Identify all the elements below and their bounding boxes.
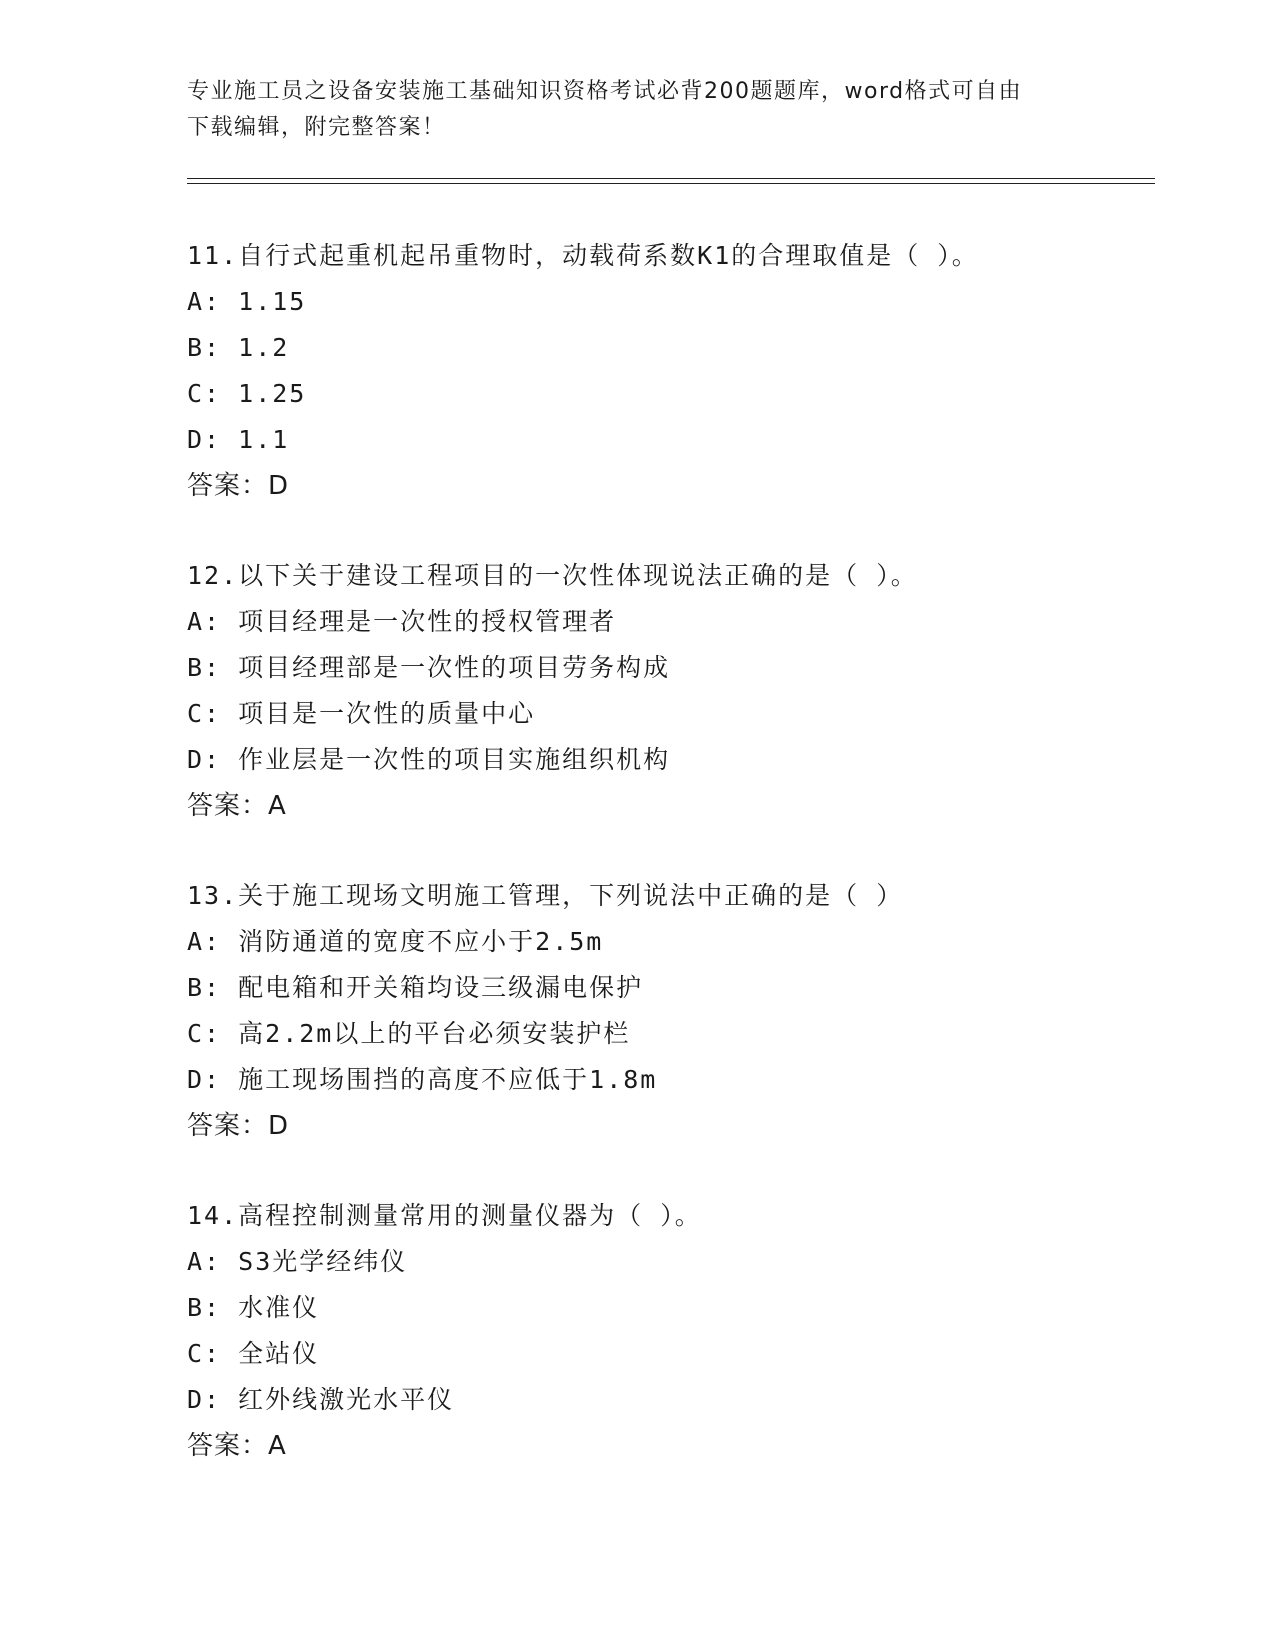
option-a: A: S3光学经纬仪 xyxy=(187,1247,408,1276)
option-b: B: 配电箱和开关箱均设三级漏电保护 xyxy=(187,973,644,1002)
header-line-1: 专业施工员之设备安装施工基础知识资格考试必背200题题库，word格式可自由 xyxy=(187,79,1023,104)
question-title: 12.以下关于建设工程项目的一次性体现说法正确的是（ ）。 xyxy=(187,561,918,590)
option-d: D: 施工现场围挡的高度不应低于1.8m xyxy=(187,1065,658,1094)
option-a: A: 项目经理是一次性的授权管理者 xyxy=(187,607,617,636)
document-header xyxy=(187,74,1087,146)
option-c: C: 项目是一次性的质量中心 xyxy=(187,699,536,728)
answer: 答案：A xyxy=(187,1431,287,1461)
option-b: B: 项目经理部是一次性的项目劳务构成 xyxy=(187,653,671,682)
answer: 答案：D xyxy=(187,1111,290,1141)
option-d: D: 1.1 xyxy=(187,425,290,454)
option-b: B: 水准仪 xyxy=(187,1293,320,1322)
header-line-2: 下载编辑，附完整答案！ xyxy=(187,115,446,140)
header-divider-bottom xyxy=(187,183,1155,184)
question-11 xyxy=(187,233,1155,509)
question-12 xyxy=(187,553,1155,829)
header-divider-top xyxy=(187,178,1155,179)
option-d: D: 红外线激光水平仪 xyxy=(187,1385,455,1414)
option-c: C: 全站仪 xyxy=(187,1339,320,1368)
question-13 xyxy=(187,873,1155,1149)
question-14 xyxy=(187,1193,1155,1469)
answer: 答案：A xyxy=(187,791,287,821)
option-a: A: 1.15 xyxy=(187,287,307,316)
option-c: C: 高2.2m以上的平台必须安装护栏 xyxy=(187,1019,631,1048)
option-b: B: 1.2 xyxy=(187,333,290,362)
option-c: C: 1.25 xyxy=(187,379,307,408)
question-title: 14.高程控制测量常用的测量仪器为（ ）。 xyxy=(187,1201,702,1230)
question-title: 11.自行式起重机起吊重物时，动载荷系数K1的合理取值是（ ）。 xyxy=(187,241,979,270)
answer: 答案：D xyxy=(187,471,290,501)
option-a: A: 消防通道的宽度不应小于2.5m xyxy=(187,927,604,956)
option-d: D: 作业层是一次性的项目实施组织机构 xyxy=(187,745,671,774)
question-title: 13.关于施工现场文明施工管理，下列说法中正确的是（ ） xyxy=(187,881,904,910)
